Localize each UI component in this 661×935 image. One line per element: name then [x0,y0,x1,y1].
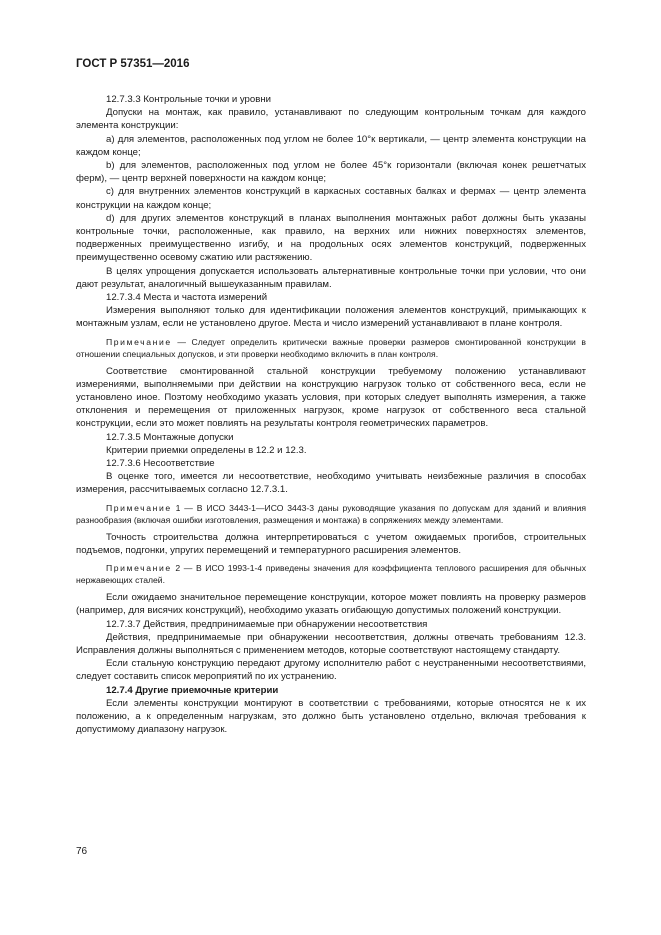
note-text: 2 — В ИСО 1993-1-4 приведены значения для коэффициента теплового расширения для обычных нержавеющих сталей. [76,563,586,586]
paragraph: Измерения выполняют только для идентификации положения элементов конструкций, примыкающих к монтажным узлам, если не установлено другое. Места и число измерений устанавливают в плане контроля. [76,305,586,330]
paragraph: В оценке того, имеется ли несоответствие, необходимо учитывать неизбежные различия в способах измерения, рассчитываемых согласно 12.7.3.1. [76,471,586,496]
paragraph: Допуски на монтаж, как правило, устанавливают по следующим контрольным точкам для каждого элемента конструкции: [76,107,586,132]
list-item: b) для элементов, расположенных под углом не более 45°к горизонтали (включая конек решетчатых ферм), — центр верхней поверхности на каждом конце; [76,160,586,185]
section-heading: 12.7.3.4 Места и частота измерений [106,292,268,304]
list-item: c) для внутренних элементов конструкций в каркасных составных балках и фермах — центр элемента конструкции на каждом конце; [76,186,586,211]
paragraph: Соответствие смонтированной стальной конструкции требуемому положению устанавливают измерениями, выполняемыми при действии на конструкцию нагрузок только от собственного веса, если не установлено иное. Поэтому необходимо указать условия, при которых следует выполнять измерения, а также отклонения и перемещения от приложенных нагрузок, кроме нагрузок от собственного веса стальной конструкции, если это может повлиять на результаты контроля геометрических параметров. [76,365,586,430]
note-label: Примечание [106,502,172,513]
page-body [76,93,586,736]
section-heading: 12.7.4 Другие приемочные критерии [106,684,279,696]
section-heading: 12.7.3.3 Контрольные точки и уровни [106,94,271,105]
section-heading: 12.7.3.7 Действия, предпринимаемые при обнаружении несоответствия [106,618,428,630]
note-label: Примечание [106,563,172,574]
list-item: a) для элементов, расположенных под углом не более 10°к вертикали, — центр элемента конструкции на каждом конце; [76,133,586,158]
list-item: d) для других элементов конструкций в планах выполнения монтажных работ должны быть указаны контрольные точки, расположенные, как правило, на верхних или нижних поверхностях элементов, подверженных преимущественно изгибу, и на продольных осях элементов конструкций, подверженных преимущественно осевому сжатию или растяжению. [76,212,586,264]
paragraph: Критерии приемки определены в 12.2 и 12.3. [106,444,307,456]
paragraph: В целях упрощения допускается использовать альтернативные контрольные точки при условии, что они дают результат, аналогичный вышеуказанным правилам. [76,265,586,290]
document-header: ГОСТ Р 57351—2016 [76,58,190,70]
page-number: 76 [76,846,88,857]
section-heading: 12.7.3.5 Монтажные допуски [106,431,234,443]
note [76,336,586,360]
paragraph: Действия, предпринимаемые при обнаружении несоответствия, должны отвечать требованиям 12.3. Исправления должны выполняться с применением методов, которые соответствуют настоящему стандарту. [76,631,586,656]
paragraph: Точность строительства должна интерпретироваться с учетом ожидаемых прогибов, строительных подъемов, подгонки, упругих перемещений и температурного расширения элементов. [76,531,586,556]
note-label: Примечание [106,336,172,347]
section-heading: 12.7.3.6 Несоответствие [106,458,215,470]
note [76,562,586,586]
note-text: — Следует определить критически важные проверки размеров смонтированной конструкции в отношении специальных допусков, и эти проверки необходимо включить в план контроля. [76,336,586,359]
note-text: 1 — В ИСО 3443-1—ИСО 3443-3 даны руководящие указания по допускам для зданий и влияния разнообразия (включая ошибки изготовления, размещения и монтажа) в сопряжениях между элементами. [76,502,586,525]
paragraph: Если стальную конструкцию передают другому исполнителю работ с неустраненными несоответствиями, следует составить список мероприятий по их устранению. [76,658,586,683]
note [76,502,586,526]
paragraph: Если ожидаемо значительное перемещение конструкции, которое может повлиять на проверку размеров (например, для висячих конструкций), необходимо указать огибающую допустимых положений конструкции. [76,592,586,617]
paragraph: Если элементы конструкции монтируют в соответствии с требованиями, которые относятся не к их положению, а к определенным нагрузкам, это должно быть установлено отдельно, включая требования к допустимому диапазону нагрузок. [76,697,586,736]
